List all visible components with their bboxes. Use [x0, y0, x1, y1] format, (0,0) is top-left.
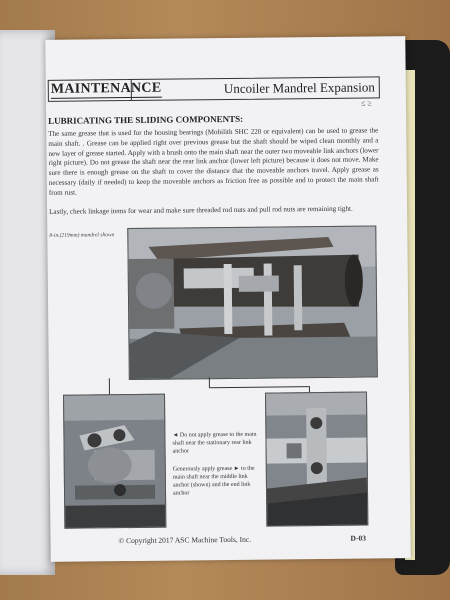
header-section: MAINTENANCE — [50, 80, 162, 97]
page-number: D-03 — [350, 533, 366, 543]
leader-line-horizontal — [209, 386, 309, 388]
header-title: Uncoiler Mandrel Expansion — [223, 79, 375, 97]
header-mark: ≤ ≥ — [360, 98, 372, 108]
mandrel-illustration — [128, 226, 377, 379]
photo-caption: 8-in.(219mm) mandrel shown — [49, 232, 115, 239]
section-heading: LUBRICATING THE SLIDING COMPONENTS: — [48, 113, 244, 126]
leader-line-left — [109, 378, 110, 394]
header-divider — [131, 80, 132, 100]
manual-page — [45, 36, 410, 562]
copyright-footer: © Copyright 2017 ASC Machine Tools, Inc. — [118, 534, 252, 546]
note-rear-anchor: ◄ Do not apply grease to the main shaft near the stationary rear link anchor — [172, 431, 257, 455]
paragraph-lubrication: The same grease that is used for the housing bearings (Mobilith SHC 220 or equivalent) can be used to grease the main shaft. . Grease can be applied right over previous grease but the shaft should be wiped clean monthly and a new layer of grease started. Apply with a brush onto the main shaft near the outer two moveable link anchors (lower right picture). Do not grease the shaft near the rear link anchor (lower left picture) because it does not move. Make sure there is enough grease on the shaft to cover the distance that the moveable anchors travel. Apply grease as necessary (daily if needed) to keep the moveable anchors as friction free as possible and to protect the main shaft from rust. — [48, 126, 379, 197]
note-middle-anchor: Generously apply grease ► to the main shaft near the middle link anchor (shown) and the end link anchor — [172, 465, 255, 497]
leader-line-right — [309, 386, 310, 392]
page-header — [48, 76, 380, 101]
rear-anchor-illustration — [64, 395, 165, 528]
rear-anchor-photo — [63, 394, 166, 529]
leader-line-mid — [209, 377, 210, 387]
middle-anchor-illustration — [266, 393, 367, 526]
middle-anchor-photo — [265, 392, 368, 527]
mandrel-photo — [127, 225, 378, 380]
paragraph-linkage: Lastly, check linkage items for wear and make sure threaded rod nuts and pull rod nuts are remaining tight. — [49, 204, 353, 216]
